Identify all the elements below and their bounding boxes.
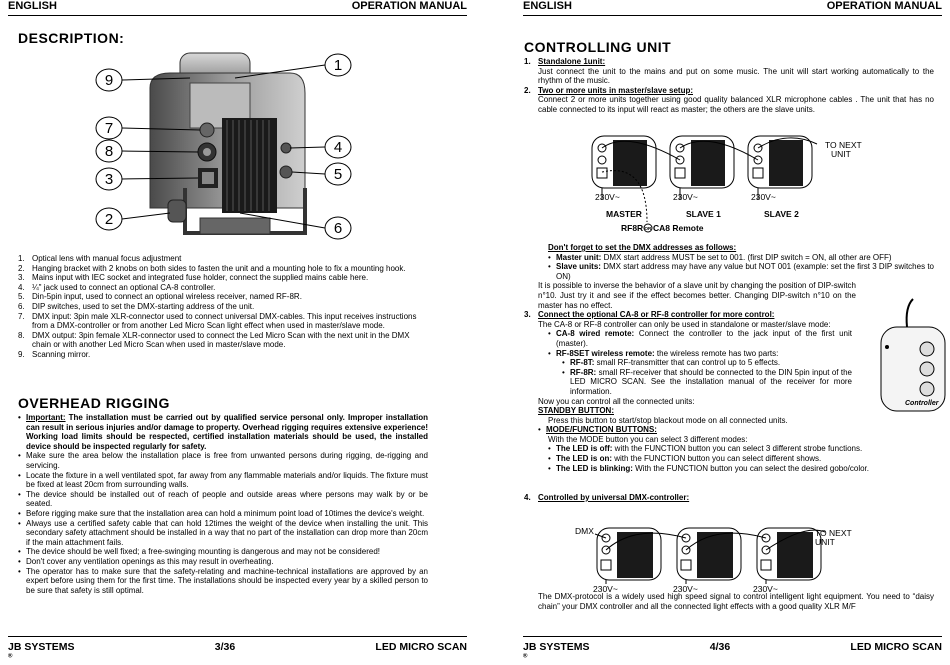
section-4-heading: Controlled by universal DMX-controller: bbox=[538, 493, 690, 502]
unit-slave-1 bbox=[670, 136, 734, 200]
diagram2-volt-1: 230V~ bbox=[593, 584, 618, 594]
diagram1-slave1-label: SLAVE 1 bbox=[686, 209, 721, 219]
footer-page-number: 4/36 bbox=[709, 641, 731, 653]
list-item: 9. Scanning mirror. bbox=[18, 349, 91, 359]
remote-controller-label: Controller bbox=[905, 400, 939, 407]
list-item: • Locate the fixture in a well ventilated spot, far away from any flammable materials and/or liquids. The fixture must be fixed at least 20cm from surrounding walls. bbox=[18, 470, 428, 490]
diagram1-or-label: OR bbox=[644, 226, 652, 231]
page-header bbox=[523, 0, 942, 16]
list-item: • Master unit: DMX start address MUST be set to 001. (first DIP switch = ON, all other are OFF) bbox=[548, 252, 892, 262]
diagram1-slave2-label: SLAVE 2 bbox=[764, 209, 799, 219]
list-item: 2. Hanging bracket with 2 knobs on both sides to fasten the unit and a mounting hole to fix a mounting hook. bbox=[18, 263, 406, 273]
master-slave-diagram bbox=[587, 122, 877, 234]
unit-slave-2 bbox=[748, 136, 812, 200]
header-language: ENGLISH bbox=[8, 0, 57, 12]
list-item: • The operator has to make sure that the safety-relating and machine-technical installations are approved by an expert before using them for the first time. The installations should be inspected every year by a skilled person to be sure that safety is still optimal. bbox=[18, 566, 428, 595]
section-1: 1. Standalone 1unit: Just connect the unit to the mains and put on some music. The unit will start working automatically to the rhythm of the music. 2. Two or more units in master/slave setup: Connect 2 or more units together using good quality balanced XLR microphone cables . The unit that has no cable connected to its input will react as master; the others are the slave units. bbox=[524, 57, 934, 114]
diagram1-volt-2: 230V~ bbox=[673, 192, 698, 202]
list-item: • Always use a certified safety cable that can hold 12times the weight of the device when installing the unit. This secondary safety attachment should be installed in a way that no part of the installation can drop more than 20cm if the main attachment fails. bbox=[18, 518, 428, 547]
footer-brand: JB SYSTEMS ® bbox=[523, 641, 590, 660]
dmx-address-block: Don't forget to set the DMX addresses as follows: • Master unit: DMX start address MUST be set to 001. (first DIP switch = ON, all other are OFF) • Slave units: DMX start address may have any value but NOT 001 (example: set the first 3 DIP switches to ON) It is possible to inverse the behavior of a slave unit by changing the position of DIP-switch n°10. Just try it and see if the effect becomes better. Changing DIP-switch n°10 on the master has no effect. 3. Connect the optional CA-8 or RF-8 controller for more control: The CA-8 or RF-8 controller can only be used in standalone or master/slave mode: • CA-8 wired remote: Connect the controller to the jack input of the first unit (master). • RF-8SET wireless remote: the wireless remote has two parts: • RF-8T: small RF-transmitter that can control up to 5 effects. • RF-8R: small RF-receiver that should be connected to the DIN 5pin input of the LED MICRO SCAN. See the installation manual of the receiver for more information. Now you can control all the connected units: STANDBY BUTTON: Press this button to start/stop blackout mode on all connected units. • MODE/FUNCTION BUTTONS: With the MODE button you can select 3 different modes: • The LED is off: with the FUNCTION button you can select 3 different strobe functions. • The LED is on: with the FUNCTION button you can select different shows. • The LED is blinking: With the FUNCTION button you can select the desired gobo/color. bbox=[524, 243, 935, 473]
standby-text: Press this button to start/stop blackout mode on all connected units. bbox=[548, 415, 788, 425]
header-manual: OPERATION MANUAL bbox=[351, 0, 467, 12]
footer-product: LED MICRO SCAN bbox=[375, 641, 467, 653]
diagram1-unit: UNIT bbox=[831, 149, 851, 159]
section-1-heading: Standalone 1unit: bbox=[538, 57, 606, 66]
section-2-heading: Two or more units in master/slave setup: bbox=[538, 85, 693, 95]
list-item: • The LED is blinking: With the FUNCTION button you can select the desired gobo/color. bbox=[548, 463, 870, 473]
product-illustration bbox=[90, 48, 360, 248]
list-item: • The LED is on: with the FUNCTION button you can select different shows. bbox=[548, 454, 822, 464]
page-footer bbox=[523, 636, 942, 660]
section-3-text: The CA-8 or RF-8 controller can only be used in standalone or master/slave mode: bbox=[538, 319, 831, 329]
mode-text: With the MODE button you can select 3 different modes: bbox=[548, 434, 748, 444]
callout-3: 3 bbox=[104, 171, 114, 188]
list-item: • Don't cover any ventilation openings as this may result in overheating. bbox=[18, 556, 274, 566]
unit-master bbox=[592, 136, 656, 200]
list-item: 5. Din-5pin input, used to connect an optional wireless receiver, named RF-8R. bbox=[18, 292, 302, 302]
section-title-controlling: CONTROLLING UNIT bbox=[524, 39, 672, 55]
callout-5: 5 bbox=[333, 166, 343, 183]
callout-8: 8 bbox=[104, 143, 114, 160]
list-item: • Important: The installation must be carried out by qualified service personal only. Improper installation can result in serious injuries and/or damage to property. Overhead rigging requires extensive experience! Working load limits should be respected, certified installation materials should be used, the installed device should be inspected regularly for safety. bbox=[18, 413, 428, 451]
page-header bbox=[8, 0, 467, 16]
list-item: 8. DMX output: 3pin female XLR-connector used to connect the Led Micro Scan with the next unit in the DMX chain or with another Led Micro Scan when used in master/slave mode. bbox=[18, 330, 410, 350]
callout-9: 9 bbox=[104, 72, 114, 89]
page-footer bbox=[8, 636, 467, 660]
list-item: 7. DMX input: 3pin male XLR-connector used to connect universal DMX-cables. This input receives instructions from a DMX-controller or from another Led Micro Scan light effect when used in master/slave mode. bbox=[18, 311, 417, 331]
dmx-warning: Don't forget to set the DMX addresses as follows: bbox=[548, 243, 737, 252]
standby-heading: STANDBY BUTTON: bbox=[538, 406, 614, 416]
diagram2-to-next: TO NEXT bbox=[815, 528, 852, 538]
diagram1-ca8-label: CA8 Remote bbox=[653, 223, 704, 233]
diagram1-volt-3: 230V~ bbox=[751, 192, 776, 202]
dmx-protocol-text: The DMX-protocol is a widely used high speed signal to control intelligent light equipment. You need to “daisy chain” your DMX controller and all the connected light effects with a good quality XLR M/F bbox=[538, 592, 934, 611]
section-1-text: Just connect the unit to the mains and put on some music. The unit will start working automatically to the rhythm of the music. bbox=[538, 66, 934, 86]
diagram1-to-next: TO NEXT bbox=[825, 140, 862, 150]
diagram2-unit: UNIT bbox=[815, 537, 835, 547]
diagram1-master-label: MASTER bbox=[606, 209, 642, 219]
dmx-unit-1 bbox=[597, 528, 661, 580]
list-item: • RF-8T: small RF-transmitter that can control up to 5 effects. bbox=[562, 358, 781, 368]
header-language: ENGLISH bbox=[523, 0, 572, 12]
diagram1-rf8r-label: RF8R bbox=[621, 223, 644, 233]
mode-heading: MODE/FUNCTION BUTTONS: bbox=[546, 425, 657, 435]
list-item: • Before rigging make sure that the installation area can hold a minimum point load of 10times the device's weight. bbox=[18, 508, 425, 518]
left-page bbox=[0, 0, 475, 660]
list-item: • The LED is off: with the FUNCTION button you can select 3 different strobe functions. bbox=[548, 444, 863, 454]
section-title-rigging: OVERHEAD RIGGING bbox=[18, 395, 170, 411]
section-4: 4. Controlled by universal DMX-controller: bbox=[524, 493, 690, 502]
section-3-heading: Connect the optional CA-8 or RF-8 controller for more control: bbox=[538, 310, 775, 320]
right-page bbox=[475, 0, 950, 660]
header-manual: OPERATION MANUAL bbox=[826, 0, 942, 12]
diagram1-volt-1: 230V~ bbox=[595, 192, 620, 202]
dmx-unit-3 bbox=[757, 528, 821, 580]
dmx-chain-diagram bbox=[575, 520, 875, 596]
list-item: 4. ¼" jack used to connect an optional CA-8 controller. bbox=[18, 282, 216, 292]
list-item: • The device should be installed out of reach of people and outside areas where persons may walk by or be seated. bbox=[18, 489, 428, 509]
list-item: 1. Optical lens with manual focus adjustment bbox=[18, 254, 182, 263]
diagram2-volt-3: 230V~ bbox=[753, 584, 778, 594]
callout-7: 7 bbox=[104, 120, 114, 137]
dmx-unit-2 bbox=[677, 528, 741, 580]
footer-brand: JB SYSTEMS ® bbox=[8, 641, 75, 660]
list-item: • The device should be well fixed; a free-swinging mounting is dangerous and may not be considered! bbox=[18, 547, 380, 557]
remote-controller-illustration bbox=[877, 297, 949, 415]
diagram2-dmx: DMX bbox=[575, 526, 594, 536]
inverse-text: It is possible to inverse the behavior of a slave unit by changing the position of DIP-switch n°10. Just try it and see if the effect becomes better. Changing DIP-switch n°10 on the master has no effect. bbox=[538, 281, 856, 310]
section-title-description: DESCRIPTION: bbox=[18, 30, 125, 46]
list-item: • RF-8SET wireless remote: the wireless remote has two parts: bbox=[548, 348, 779, 358]
footer-page-number: 3/36 bbox=[214, 641, 236, 653]
callout-1: 1 bbox=[333, 57, 343, 74]
now-text: Now you can control all the connected units: bbox=[538, 396, 695, 406]
list-item: 3. Mains input with IEC socket and integrated fuse holder, connect the supplied mains cable here. bbox=[18, 273, 369, 283]
section-2-text: Connect 2 or more units together using good quality balanced XLR microphone cables . The unit that has no cable connected to its input will react as master; the others are the slave units. bbox=[538, 95, 934, 114]
callout-4: 4 bbox=[333, 139, 343, 156]
list-item: • CA-8 wired remote: Connect the controller to the jack input of the first unit (master). bbox=[548, 329, 852, 348]
diagram2-volt-2: 230V~ bbox=[673, 584, 698, 594]
callout-2: 2 bbox=[104, 211, 114, 228]
description-list bbox=[18, 254, 428, 360]
list-item: • RF-8R: small RF-receiver that should be connected to the DIN 5pin input of the LED MICRO SCAN. See the installation manual of the receiver for more information. bbox=[562, 367, 852, 396]
list-item: • Slave units: DMX start address may have any value but NOT 001 (example: set the first 3 DIP switches to ON) bbox=[548, 262, 935, 281]
list-item: • Make sure the area below the installation place is free from unwanted persons during rigging, de-rigging and servicing. bbox=[18, 451, 428, 470]
list-item: 6. DIP switches, used to set the DMX-starting address of the unit. bbox=[18, 301, 255, 311]
rigging-list bbox=[18, 413, 428, 595]
footer-product: LED MICRO SCAN bbox=[850, 641, 942, 653]
unit-drawing bbox=[150, 53, 305, 234]
callout-6: 6 bbox=[333, 220, 343, 237]
